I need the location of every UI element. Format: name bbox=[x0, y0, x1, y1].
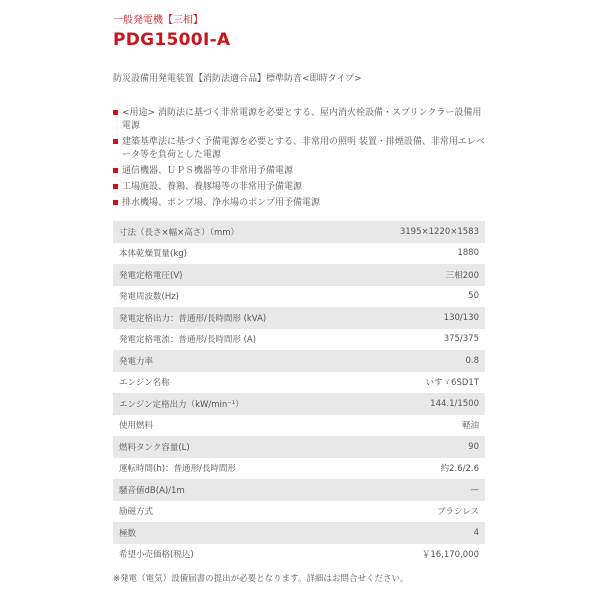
spec-label: 励磁方式 bbox=[119, 507, 154, 518]
square-bullet-icon bbox=[113, 168, 118, 173]
spec-value: 軽油 bbox=[461, 421, 479, 432]
spec-value: 375/375 bbox=[443, 334, 479, 345]
spec-label: 騒音値dB(A)/1m bbox=[119, 485, 185, 496]
product-subtitle: 防災設備用発電装置【消防法適合品】標準防音<即時タイプ> bbox=[113, 74, 362, 84]
spec-label: 発電定格出力：普通形/長時間形 (kVA) bbox=[119, 313, 267, 324]
spec-label: 発電周波数(Hz) bbox=[119, 292, 179, 303]
spec-label: 運転時間(h)：普通形/長時間形 bbox=[119, 464, 236, 475]
table-row bbox=[113, 329, 485, 351]
table-row bbox=[113, 458, 485, 480]
spec-label: 極数 bbox=[119, 528, 137, 539]
spec-value: 4 bbox=[473, 527, 479, 538]
spec-value: いすゞ6SD1T bbox=[425, 378, 479, 389]
spec-label: 使用燃料 bbox=[119, 421, 154, 432]
product-category: 一般発電機【三相】 bbox=[113, 15, 203, 26]
product-model-title: PDG1500I-A bbox=[113, 30, 231, 50]
feature-item bbox=[113, 165, 485, 178]
spec-value: 144.1/1500 bbox=[430, 398, 479, 409]
spec-table bbox=[113, 221, 485, 565]
spec-label: 発電定格電流：普通形/長時間形 (A) bbox=[119, 335, 257, 346]
table-row bbox=[113, 350, 485, 372]
feature-text: 建築基準法に基づく予備電源を必要とする、非常用の照明 装置・排煙設備、非常用エレベータ等を負荷とした電源 bbox=[122, 137, 485, 160]
table-row bbox=[113, 307, 485, 329]
spec-label: エンジン定格出力（kW/min⁻¹） bbox=[119, 399, 244, 410]
spec-value: 約2.6/2.6 bbox=[440, 464, 479, 475]
table-row bbox=[113, 243, 485, 265]
feature-text: 排水機場、ポンプ場、浄水場のポンプ用予備電源 bbox=[122, 198, 321, 208]
spec-value: 3195×1220×1583 bbox=[399, 226, 479, 237]
table-row bbox=[113, 436, 485, 458]
table-row bbox=[113, 286, 485, 308]
table-row bbox=[113, 264, 485, 286]
table-row bbox=[113, 501, 485, 523]
spec-value: 0.8 bbox=[465, 355, 479, 366]
spec-label: 発電力率 bbox=[119, 356, 154, 367]
square-bullet-icon bbox=[113, 110, 118, 115]
spec-value: 1880 bbox=[457, 248, 479, 259]
feature-text: 通信機器、ＵＰＳ機器等の非常用予備電源 bbox=[122, 166, 294, 176]
spec-label: 発電定格電圧(V) bbox=[119, 270, 183, 281]
spec-label: 燃料タンク容量(L) bbox=[119, 442, 190, 453]
spec-value: 50 bbox=[468, 291, 479, 302]
spec-label: 希望小売価格(税込) bbox=[119, 550, 194, 561]
table-row bbox=[113, 415, 485, 437]
spec-value: 90 bbox=[468, 441, 479, 452]
feature-item bbox=[113, 107, 485, 133]
spec-value: 三相200 bbox=[445, 270, 479, 281]
table-row bbox=[113, 372, 485, 394]
feature-list bbox=[113, 107, 485, 210]
spec-value: 130/130 bbox=[443, 312, 479, 323]
feature-item bbox=[113, 181, 485, 194]
table-row bbox=[113, 544, 485, 566]
table-row bbox=[113, 479, 485, 501]
product-spec-panel bbox=[113, 14, 485, 585]
feature-text: <用途> 消防法に基づく非常電源を必要とする、屋内消火栓設備・スプリンクラー設備用電源 bbox=[122, 108, 482, 131]
spec-value: ￥16,170,000 bbox=[421, 550, 479, 561]
table-row bbox=[113, 393, 485, 415]
feature-text: 工場施設、養鶏、養豚場等の非常用予備電源 bbox=[122, 182, 303, 192]
table-row bbox=[113, 522, 485, 544]
feature-item bbox=[113, 197, 485, 210]
spec-value: — bbox=[470, 484, 479, 495]
footnote: ※発電（電気）設備届書の提出が必要となります。詳細はお問合せください。 bbox=[113, 574, 409, 584]
feature-item bbox=[113, 136, 485, 162]
spec-value: ブラシレス bbox=[436, 507, 479, 518]
spec-label: エンジン名称 bbox=[119, 378, 170, 389]
square-bullet-icon bbox=[113, 139, 118, 144]
table-row bbox=[113, 221, 485, 243]
square-bullet-icon bbox=[113, 184, 118, 189]
square-bullet-icon bbox=[113, 200, 118, 205]
spec-label: 寸法（長さ×幅×高さ）（mm） bbox=[119, 227, 240, 238]
spec-label: 本体乾燥質量(kg) bbox=[119, 249, 187, 260]
